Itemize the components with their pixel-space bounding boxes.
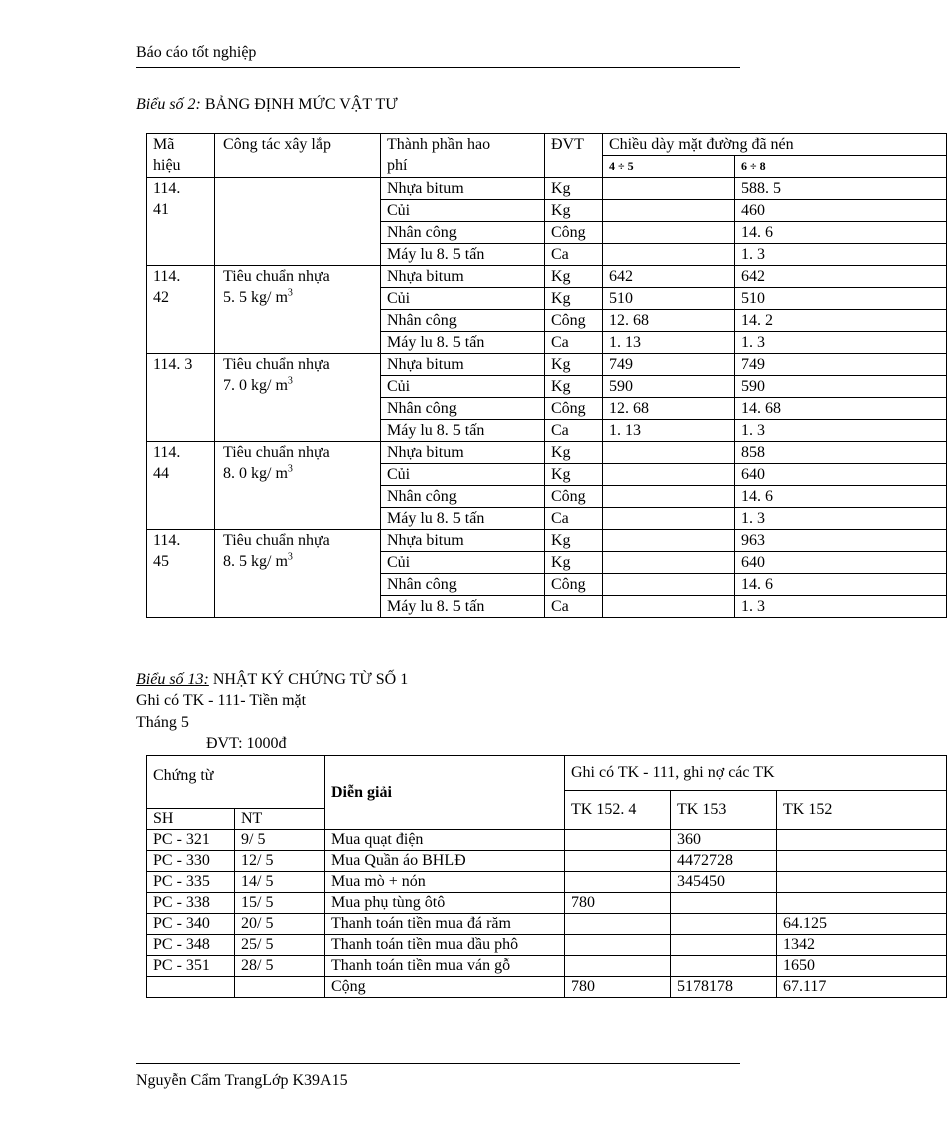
journal-table	[146, 755, 947, 998]
table-row	[147, 956, 947, 977]
value-range1-cell: 1. 13	[603, 332, 735, 354]
component-cell: Nhựa bitum	[381, 442, 545, 464]
value-range1-cell	[603, 508, 735, 530]
value-range2-cell: 588. 5	[735, 178, 947, 200]
code-cell	[147, 530, 215, 618]
value-range2-cell: 14. 2	[735, 310, 947, 332]
tk3-cell	[777, 872, 947, 893]
unit-cell: Công	[545, 398, 603, 420]
tk2-cell: 345450	[671, 872, 777, 893]
sh-cell: PC - 338	[147, 893, 235, 914]
total-nt-cell	[235, 977, 325, 998]
value-range2-cell: 1. 3	[735, 596, 947, 618]
total-tk1-cell: 780	[565, 977, 671, 998]
component-cell: Nhựa bitum	[381, 266, 545, 288]
total-label-cell: Cộng	[325, 977, 565, 998]
desc-cell: Thanh toán tiền mua đá răm	[325, 914, 565, 935]
work-line2: 8. 5 kg/ m	[223, 553, 288, 570]
header-voucher: Chứng từ	[147, 756, 325, 809]
code-line1: 114. 3	[153, 356, 193, 373]
nt-cell: 12/ 5	[235, 851, 325, 872]
unit-cell: Công	[545, 574, 603, 596]
code-line2: 45	[153, 553, 169, 570]
unit-cell: Công	[545, 310, 603, 332]
value-range2-cell: 1. 3	[735, 420, 947, 442]
code-line1: 114.	[153, 532, 181, 549]
tk1-cell	[565, 851, 671, 872]
code-cell	[147, 442, 215, 530]
value-range2-cell: 14. 68	[735, 398, 947, 420]
component-cell: Củi	[381, 464, 545, 486]
table-row	[147, 178, 947, 200]
table-row	[147, 914, 947, 935]
value-range1-cell	[603, 574, 735, 596]
header-work: Công tác xây lắp	[215, 134, 381, 178]
code-line2: 41	[153, 201, 169, 218]
work-superscript: 3	[287, 551, 293, 563]
work-superscript: 3	[287, 375, 293, 387]
header-code-line1: Mã	[153, 136, 175, 153]
unit-cell: Công	[545, 486, 603, 508]
tk2-cell	[671, 893, 777, 914]
work-superscript: 3	[287, 463, 293, 475]
value-range2-cell: 14. 6	[735, 222, 947, 244]
nt-cell: 14/ 5	[235, 872, 325, 893]
header-description: Diễn giải	[325, 756, 565, 830]
tk1-cell	[565, 956, 671, 977]
work-cell	[215, 442, 381, 530]
component-cell: Củi	[381, 376, 545, 398]
work-line1: Tiêu chuẩn nhựa	[223, 268, 330, 285]
table1-caption	[136, 96, 398, 114]
table2-clip	[146, 755, 833, 1017]
component-cell: Máy lu 8. 5 tấn	[381, 332, 545, 354]
desc-cell: Mua phụ tùng ôtô	[325, 893, 565, 914]
tk2-cell	[671, 935, 777, 956]
code-line2: 42	[153, 289, 169, 306]
sh-cell: PC - 321	[147, 830, 235, 851]
sh-cell: PC - 348	[147, 935, 235, 956]
table2-month: Tháng 5	[136, 714, 189, 731]
header-thickness: Chiều dày mặt đường đã nén	[603, 134, 947, 156]
unit-cell: Kg	[545, 530, 603, 552]
sh-cell: PC - 335	[147, 872, 235, 893]
header-unit: ĐVT	[545, 134, 603, 178]
sh-cell: PC - 340	[147, 914, 235, 935]
value-range2-cell: 510	[735, 288, 947, 310]
header-tk2: TK 153	[671, 791, 777, 830]
table-row	[147, 851, 947, 872]
component-cell: Máy lu 8. 5 tấn	[381, 508, 545, 530]
unit-cell: Kg	[545, 178, 603, 200]
tk3-cell	[777, 851, 947, 872]
header-credit: Ghi có TK - 111, ghi nợ các TK	[565, 756, 947, 791]
desc-cell: Mua quạt điện	[325, 830, 565, 851]
value-range2-cell: 749	[735, 354, 947, 376]
value-range1-cell	[603, 442, 735, 464]
table-header-row	[147, 134, 947, 156]
work-line2: 5. 5 kg/ m	[223, 289, 288, 306]
table1-clip	[146, 133, 816, 625]
tk1-cell: 780	[565, 893, 671, 914]
unit-cell: Kg	[545, 464, 603, 486]
code-line1: 114.	[153, 444, 181, 461]
header-nt: NT	[235, 809, 325, 830]
value-range1-cell: 1. 13	[603, 420, 735, 442]
table-row	[147, 266, 947, 288]
norms-table	[146, 133, 947, 618]
component-cell: Máy lu 8. 5 tấn	[381, 244, 545, 266]
table1-title: BẢNG ĐỊNH MỨC VẬT TƯ	[204, 96, 398, 113]
tk3-cell	[777, 830, 947, 851]
nt-cell: 28/ 5	[235, 956, 325, 977]
value-range2-cell: 460	[735, 200, 947, 222]
code-cell	[147, 354, 215, 442]
unit-cell: Kg	[545, 354, 603, 376]
component-cell: Nhân công	[381, 574, 545, 596]
tk2-cell: 360	[671, 830, 777, 851]
desc-cell: Thanh toán tiền mua ván gỗ	[325, 956, 565, 977]
table-row	[147, 872, 947, 893]
work-superscript: 3	[287, 287, 293, 299]
value-range2-cell: 14. 6	[735, 574, 947, 596]
value-range1-cell: 749	[603, 354, 735, 376]
sh-cell: PC - 351	[147, 956, 235, 977]
tk1-cell	[565, 872, 671, 893]
header-component-line1: Thành phần hao	[387, 136, 491, 153]
tk1-cell	[565, 914, 671, 935]
work-cell	[215, 530, 381, 618]
tk3-cell: 1650	[777, 956, 947, 977]
unit-cell: Công	[545, 222, 603, 244]
value-range1-cell: 510	[603, 288, 735, 310]
table-row	[147, 893, 947, 914]
total-tk3-cell: 67.117	[777, 977, 947, 998]
tk3-cell: 1342	[777, 935, 947, 956]
header-code	[147, 134, 215, 178]
unit-cell: Kg	[545, 442, 603, 464]
value-range1-cell: 12. 68	[603, 310, 735, 332]
total-tk2-cell: 5178178	[671, 977, 777, 998]
code-line2: 44	[153, 465, 169, 482]
component-cell: Nhân công	[381, 222, 545, 244]
value-range1-cell	[603, 222, 735, 244]
unit-cell: Kg	[545, 266, 603, 288]
value-range2-cell: 590	[735, 376, 947, 398]
nt-cell: 9/ 5	[235, 830, 325, 851]
tk2-cell	[671, 956, 777, 977]
unit-cell: Ca	[545, 244, 603, 266]
work-line2: 8. 0 kg/ m	[223, 465, 288, 482]
unit-cell: Ca	[545, 596, 603, 618]
work-cell	[215, 266, 381, 354]
unit-cell: Kg	[545, 200, 603, 222]
component-cell: Nhựa bitum	[381, 530, 545, 552]
nt-cell: 15/ 5	[235, 893, 325, 914]
code-cell	[147, 266, 215, 354]
header-rule	[136, 67, 740, 68]
table-row	[147, 830, 947, 851]
header-sh: SH	[147, 809, 235, 830]
value-range1-cell	[603, 178, 735, 200]
value-range1-cell	[603, 244, 735, 266]
value-range2-cell: 963	[735, 530, 947, 552]
footer-author: Nguyễn Cẩm TrangLớp K39A15	[136, 1072, 348, 1089]
component-cell: Nhân công	[381, 486, 545, 508]
header-range2: 6 ÷ 8	[735, 156, 947, 178]
unit-cell: Ca	[545, 508, 603, 530]
header-tk3: TK 152	[777, 791, 947, 830]
component-cell: Nhựa bitum	[381, 178, 545, 200]
value-range2-cell: 642	[735, 266, 947, 288]
work-line1: Tiêu chuẩn nhựa	[223, 444, 330, 461]
component-cell: Củi	[381, 200, 545, 222]
desc-cell: Thanh toán tiền mua dầu phô	[325, 935, 565, 956]
component-cell: Củi	[381, 288, 545, 310]
value-range1-cell	[603, 596, 735, 618]
code-line1: 114.	[153, 180, 181, 197]
value-range2-cell: 640	[735, 464, 947, 486]
table2-caption	[136, 671, 408, 689]
value-range1-cell: 590	[603, 376, 735, 398]
value-range1-cell	[603, 552, 735, 574]
unit-cell: Ca	[545, 420, 603, 442]
header-component-line2: phí	[387, 157, 408, 174]
unit-cell: Ca	[545, 332, 603, 354]
value-range2-cell: 858	[735, 442, 947, 464]
footer-rule	[136, 1063, 740, 1064]
nt-cell: 25/ 5	[235, 935, 325, 956]
tk2-cell	[671, 914, 777, 935]
tk2-cell: 4472728	[671, 851, 777, 872]
page-header-title: Báo cáo tốt nghiệp	[136, 44, 257, 61]
component-cell: Nhựa bitum	[381, 354, 545, 376]
total-sh-cell	[147, 977, 235, 998]
code-cell	[147, 178, 215, 266]
tk1-cell	[565, 830, 671, 851]
value-range1-cell	[603, 200, 735, 222]
table2-title: NHẬT KÝ CHỨNG TỪ SỐ 1	[212, 671, 409, 688]
header-range1: 4 ÷ 5	[603, 156, 735, 178]
table2-subtitle: Ghi có TK - 111- Tiền mặt	[136, 692, 307, 709]
unit-cell: Kg	[545, 552, 603, 574]
work-cell	[215, 178, 381, 266]
value-range1-cell	[603, 486, 735, 508]
header-tk1: TK 152. 4	[565, 791, 671, 830]
tk3-cell: 64.125	[777, 914, 947, 935]
component-cell: Máy lu 8. 5 tấn	[381, 420, 545, 442]
table2-label: Biểu số 13:	[136, 671, 209, 688]
table-row	[147, 354, 947, 376]
header-component	[381, 134, 545, 178]
work-line2: 7. 0 kg/ m	[223, 377, 288, 394]
component-cell: Củi	[381, 552, 545, 574]
work-line1: Tiêu chuẩn nhựa	[223, 532, 330, 549]
table-row	[147, 530, 947, 552]
code-line1: 114.	[153, 268, 181, 285]
value-range2-cell: 1. 3	[735, 332, 947, 354]
table2-unit: ĐVT: 1000đ	[206, 735, 287, 752]
total-row	[147, 977, 947, 998]
desc-cell: Mua mò + nón	[325, 872, 565, 893]
desc-cell: Mua Quần áo BHLĐ	[325, 851, 565, 872]
value-range1-cell	[603, 530, 735, 552]
table-row	[147, 935, 947, 956]
table-row	[147, 442, 947, 464]
tk3-cell	[777, 893, 947, 914]
value-range2-cell: 1. 3	[735, 508, 947, 530]
value-range1-cell	[603, 464, 735, 486]
table1-label: Biểu số 2:	[136, 96, 201, 113]
value-range2-cell: 640	[735, 552, 947, 574]
header-code-line2: hiệu	[153, 157, 181, 174]
work-line1: Tiêu chuẩn nhựa	[223, 356, 330, 373]
value-range2-cell: 14. 6	[735, 486, 947, 508]
unit-cell: Kg	[545, 288, 603, 310]
sh-cell: PC - 330	[147, 851, 235, 872]
value-range1-cell: 642	[603, 266, 735, 288]
table-header-row	[147, 756, 947, 791]
work-cell	[215, 354, 381, 442]
value-range2-cell: 1. 3	[735, 244, 947, 266]
component-cell: Máy lu 8. 5 tấn	[381, 596, 545, 618]
nt-cell: 20/ 5	[235, 914, 325, 935]
tk1-cell	[565, 935, 671, 956]
unit-cell: Kg	[545, 376, 603, 398]
component-cell: Nhân công	[381, 310, 545, 332]
component-cell: Nhân công	[381, 398, 545, 420]
value-range1-cell: 12. 68	[603, 398, 735, 420]
